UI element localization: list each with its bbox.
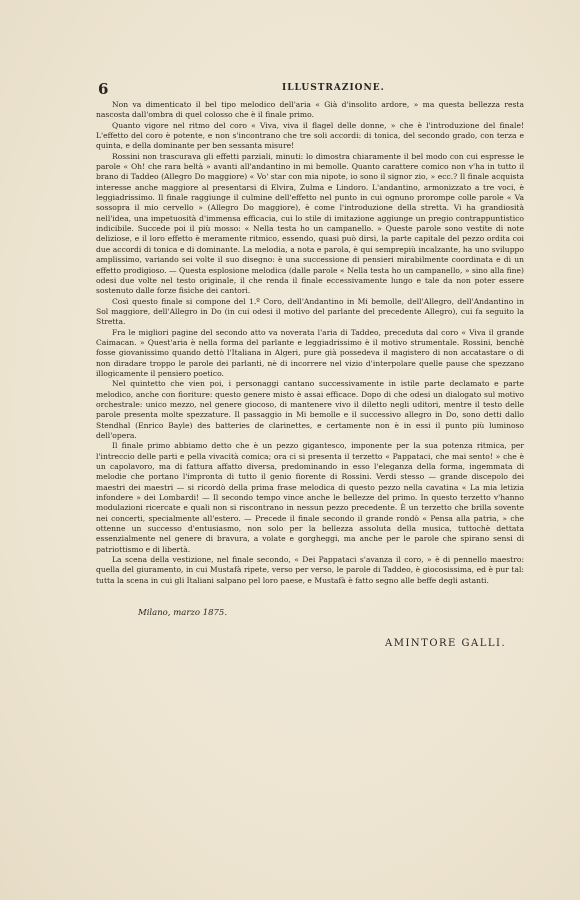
paragraph: Non va dimenticato il bel tipo melodico dell'aria « Già d'insolito ardore, » ma questa bellezza resta nascosta dall'ombra di quel colosso che è il finale primo.: [96, 100, 524, 120]
paragraph: Quanto vigore nel ritmo del coro « Viva, viva il flagel delle donne, » che è l'introduzione del finale! L'effetto del coro è potente, e non s'incontrano che tre soli accordi: di tonica, del secondo grado, con terza e quinta, e della dominante per ben sessanta misure!: [96, 120, 524, 151]
author-signature: AMINTORE GALLI.: [385, 638, 507, 649]
page-number: 6: [98, 80, 109, 98]
running-head: ILLUSTRAZIONE.: [282, 83, 385, 93]
dateline: Milano, marzo 1875.: [138, 608, 228, 618]
paragraph: La scena della vestizione, nel finale secondo, « Dei Pappataci s'avanza il coro, » è di pennello maestro: quella del giuramento, in cui Mustafà ripete, verso per verso, le parole di Taddeo, è giocosissima, ed è pur tal: tutta la scena in cui gli Italiani salpano pel loro paese, e Mustafà è fatto segno alle beffe degli astanti.: [96, 555, 524, 585]
paragraph: Il finale primo abbiamo detto che è un pezzo gigantesco, imponente per la sua potenza ritmica, per l'intreccio delle parti e pella vivacità comica; ora ci si presenta il terzetto « Pappataci, che mai sento! » che è un capolavoro, ma di fattura affatto diversa, predominando in esso l'eleganza della forma, ingemmata di melodie che portano l'impronta di tutto il genio fiorente di Rossini. Verdi stesso — grande discepolo dei maestri dei maestri — si ricordò della prima frase melodica di questo pezzo nella cavatina « La mia letizia infondere » dei Lombardi! — Il secondo tempo vince anche le bellezze del primo. In questo terzetto v'hanno modulazioni ricercate e quali non si riscontrano in nessun pezzo precedente. È un terzetto che brilla sovente nei concerti, specialmente all'estero. — Precede il finale secondo il grande rondò « Pensa alla patria, » che ottenne un successo d'entusiasmo, non solo per la bellezza assoluta della musica, tuttochè dettata essenzialmente nel genere di bravura, a volate e gorgheggi, ma anche per le parole che spirano sensi di patriottismo e di libertà.: [96, 441, 524, 554]
paragraph: Nel quintetto che vien poi, i personaggi cantano successivamente in istile parte declamato e parte melodico, anche con fioriture: questo genere misto è assai efficace. Dopo di che odesi un dialogato sul motivo orchestrale: unico mezzo, nel genere giocoso, di mantenere vivo il diletto negli uditori, mentre il testo delle parole presenta molte spezzature. Il passaggio in Mi bemolle e il successivo allegro in Do, sono detti dallo Stendhal (Enrico Bayle) des batteries de clarinettes, e certamente non è in essi il punto più luminoso dell'opera.: [96, 379, 524, 440]
paragraph: Rossini non trascurava gli effetti parziali, minuti: lo dimostra chiaramente il bel modo con cui espresse le parole « Oh! che rara beltà » avanti all'andantino in mi bemolle. Quanto carattere comico non v'ha in tutto il brano di Taddeo (Allegro Do maggiore) « Vo' star con mia nipote, io sono il signor zio, » ecc.? Il finale acquista interesse anche maggiore al presentarsi di Elvira, Zulma e Lindoro. L'andantino, armonizzato a tre voci, è leggiadrissimo. Il finale raggiunge il culmine dell'effetto nel punto in cui ognuno prorompe colle parole « Va sossopra il mio cervello » (Allegro Do maggiore), è come l'introduzione della stretta. Vi ha grandiosità nell'idea, una impetuosità d'immensa efficacia, cui lo stile di imitazione aggiunge un pregio contrappuntistico indicibile. Succede poi il più mosso: « Nella testa ho un campanello. » Queste parole sono vestite di note deliziose, e il loro effetto è meramente ritmico, essendo, quasi può dirsi, la parte capitale del pezzo ordita coi due accordi di tonica e di dominante. La melodia, a nota e parola, è qui semprepiù incalzante, ha uno sviluppo amplissimo, variando sei volte il suo disegno: è una successione di pensieri mirabilmente coordinata e di un effetto prodigioso. — Questa esplosione melodica (dalle parole « Nella testa ho un campanello, » sino alla fine) odesi due volte nel testo originale, il che renda il finale eccessivamente lungo e tale da non poter essere sostenuto dalle forze fisiche dei cantori.: [96, 151, 524, 296]
paragraph: Fra le migliori pagine del secondo atto va noverata l'aria di Taddeo, preceduta dal coro « Viva il grande Caimacan. » Quest'aria è nella forma del parlante e leggiadrissimo è il motivo strumentale. Rossini, benchè fosse giovanissimo quando dettò l'Italiana in Algeri, pure già possedeva il magistero di non accatastare o di non diradare troppo le parole dei parlanti, nè di incorrere nel vizio d'interpolare quelle pause che spezzano illogicamente il pensiero poetico.: [96, 327, 524, 378]
paragraph: Così questo finale si compone del 1.º Coro, dell'Andantino in Mi bemolle, dell'Allegro, dell'Andantino in Sol maggiore, dell'Allegro in Do (in cui odesi il motivo del parlante del precedente Allegro), cui fa seguito la Stretta.: [96, 296, 524, 327]
body-text: [96, 100, 524, 586]
